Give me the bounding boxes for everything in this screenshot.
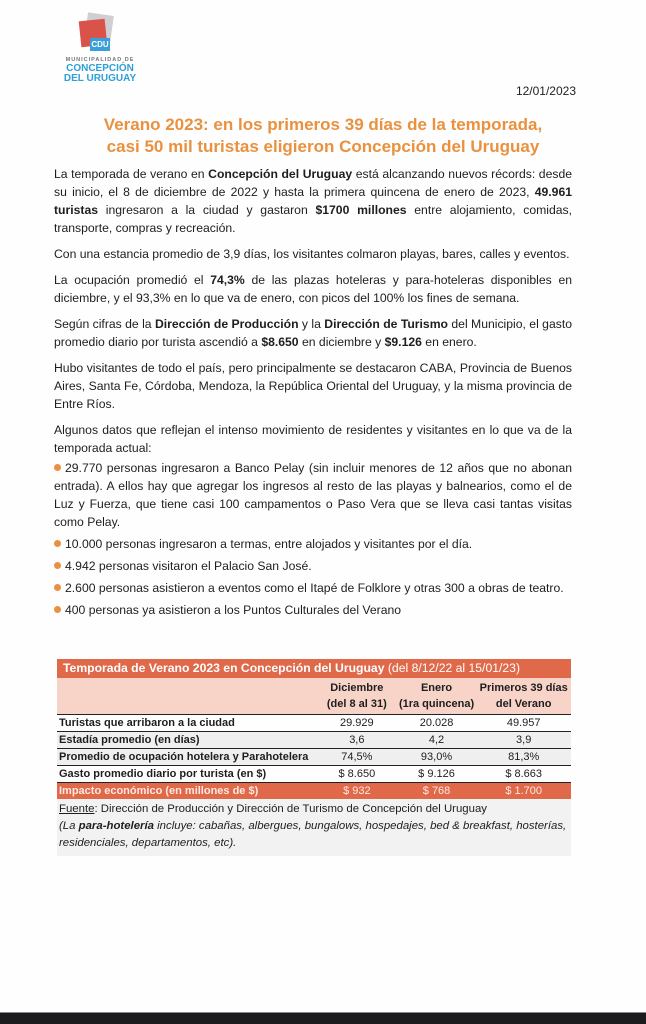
list-item-text: 4.942 personas visitaron el Palacio San José. [65,559,312,573]
list-item [54,557,572,575]
note-text: (La [59,820,79,832]
row-label: Estadía promedio (en días) [59,734,200,746]
cell-value: $ 9.126 [418,768,455,780]
table-row-impact [57,783,571,799]
text: en diciembre y [298,335,385,349]
cell-value: $ 8.650 [338,768,376,780]
text: y la [298,317,325,331]
cell-value: 3,6 [349,734,365,746]
text: del Municipio, el gasto promedio diario por turista ascendió a [54,317,572,349]
column-header-enero [397,678,477,714]
note-text: incluye: cabañas, albergues, bungalows, hospedajes, bed & breakfast, hosterías, residenciales, departamentos, etc). [59,820,567,849]
column-header-total [476,678,571,714]
logo-line1: MUNICIPALIDAD DE [65,57,135,63]
source-line [59,801,569,818]
source-label: Fuente [59,803,95,815]
column-header-diciembre [317,678,397,714]
paragraph-2: Con una estancia promedio de 3,9 días, los visitantes colmaron playas, bares, calles y eventos. [54,247,570,261]
list-item [54,535,572,553]
text: La ocupación promedió el [54,273,211,287]
table-row [57,766,571,783]
article-body [54,165,572,623]
cell-value: $ 1.700 [505,785,543,797]
table-title-text: Temporada de Verano 2023 en Concepción del Uruguay [63,661,385,675]
logo-line3: DEL URUGUAY [63,73,137,84]
bold-text: $9.126 [384,335,422,349]
row-label: Gasto promedio diario por turista (en $) [59,768,267,780]
bullet-dot-icon [54,584,61,591]
source-text: : Dirección de Producción y Dirección de Turismo de Concepción del Uruguay [94,803,488,815]
bold-text: $8.650 [261,335,299,349]
row-label: Impacto económico (en millones de $) [59,785,259,797]
list-item-text: 400 personas ya asistieron a los Puntos Culturales del Verano [65,603,402,617]
document-date: 12/01/2023 [515,84,576,98]
table-subtitle: (del 8/12/22 al 15/01/23) [387,661,521,675]
table-footnote [57,799,571,856]
list-item-text: 2.600 personas asistieron a eventos como el Itapé de Folklore y otras 300 a obras de teatro. [65,581,564,595]
table-column-headers [57,678,571,714]
bullet-dot-icon [54,562,61,569]
note-bold: para-hotelería [78,820,154,832]
cell-value: $ 8.663 [505,768,543,780]
note-line [59,818,569,852]
cell-value: $ 768 [422,785,451,797]
page-title [60,114,586,158]
table-row [57,714,571,732]
cell-value: 93,0% [420,751,453,763]
paragraph-3 [54,271,572,307]
bold-text: 49.961 turistas [54,185,572,217]
header-line: Primeros 39 días [479,682,568,694]
paragraph-5: Hubo visitantes de todo el país, pero principalmente se destacaron CABA, Provincia de Buenos Aires, Santa Fe, Córdoba, Mendoza, la República Oriental del Uruguay, y la misma provincia de Entre Ríos. [54,361,572,411]
bold-text: Dirección de Turismo [324,317,448,331]
table-row [57,749,571,766]
cell-value: 4,2 [428,734,445,746]
text: La temporada de verano en [54,167,209,181]
bold-text: 74,3% [210,273,245,287]
bold-text: Concepción del Uruguay [208,167,353,181]
logo-badge: CDU [91,40,109,49]
list-item [54,579,572,597]
header-line: (del 8 al 31) [326,698,387,710]
logo-line2: CONCEPCIÓN [66,63,134,74]
text: está alcanzando nuevos récords: desde su inicio, el 8 de diciembre de 2022 y hasta la primera quincena de enero de 2023, [54,167,573,199]
cell-value: 74,5% [341,751,373,763]
text: Según cifras de la [54,317,155,331]
empty-header-cell [57,678,317,714]
paragraph-4 [54,315,572,351]
cell-value: 49.957 [506,717,541,729]
title-line1: Verano 2023: en los primeros 39 días de la temporada, [103,115,543,134]
bullet-dot-icon [54,540,61,547]
municipality-logo [52,10,148,90]
bottom-bar [0,1012,646,1024]
text: ingresaron a la ciudad y gastaron [98,203,316,217]
bullet-list [54,459,572,619]
bullet-dot-icon [54,606,61,613]
text: de las plazas hoteleras y para-hoteleras disponibles en diciembre, y el 93,3% en lo que va de enero, con picos del 100% los fines de semana. [54,273,572,305]
header-line: (1ra quincena) [398,698,475,710]
list-item-text: 10.000 personas ingresaron a termas, entre alojados y visitantes por el día. [65,537,473,551]
cell-value: $ 932 [343,785,371,797]
text: en enero. [421,335,477,349]
cell-value: 3,9 [516,734,532,746]
cell-value: 20.028 [419,717,454,729]
header-line: del Verano [495,698,552,710]
cell-value: 29.929 [340,717,374,729]
text: entre alojamiento, comidas, transporte, compras y recreación. [54,203,573,235]
title-line2: casi 50 mil turistas eligieron Concepción del Uruguay [106,137,540,156]
table-row [57,732,571,749]
list-item-text: 29.770 personas ingresaron a Banco Pelay (sin incluir menores de 12 años que no abonan entrada). A ellos hay que agregar los ingresos al resto de las playas y balnearios, como el de Luz y Fuerza, que tiene casi 100 campamentos o Paso Vera que se lleva casi tantas visitas como Pelay. [54,461,572,529]
bold-text: $1700 millones [315,203,407,217]
paragraph-1 [54,165,572,237]
summary-table [57,659,571,856]
bullet-dot-icon [54,464,61,471]
header-line: Diciembre [330,682,384,694]
paragraph-6: Algunos datos que reflejan el intenso movimiento de residentes y visitantes en lo que va de la temporada actual: [54,423,572,455]
list-item [54,459,572,531]
list-item [54,601,572,619]
header-line: Enero [420,682,453,694]
table-title [57,659,571,678]
cell-value: 81,3% [508,751,540,763]
row-label: Turistas que arribaron a la ciudad [59,717,235,729]
bold-text: Dirección de Producción [154,317,299,331]
row-label: Promedio de ocupación hotelera y Parahotelera [59,751,309,763]
